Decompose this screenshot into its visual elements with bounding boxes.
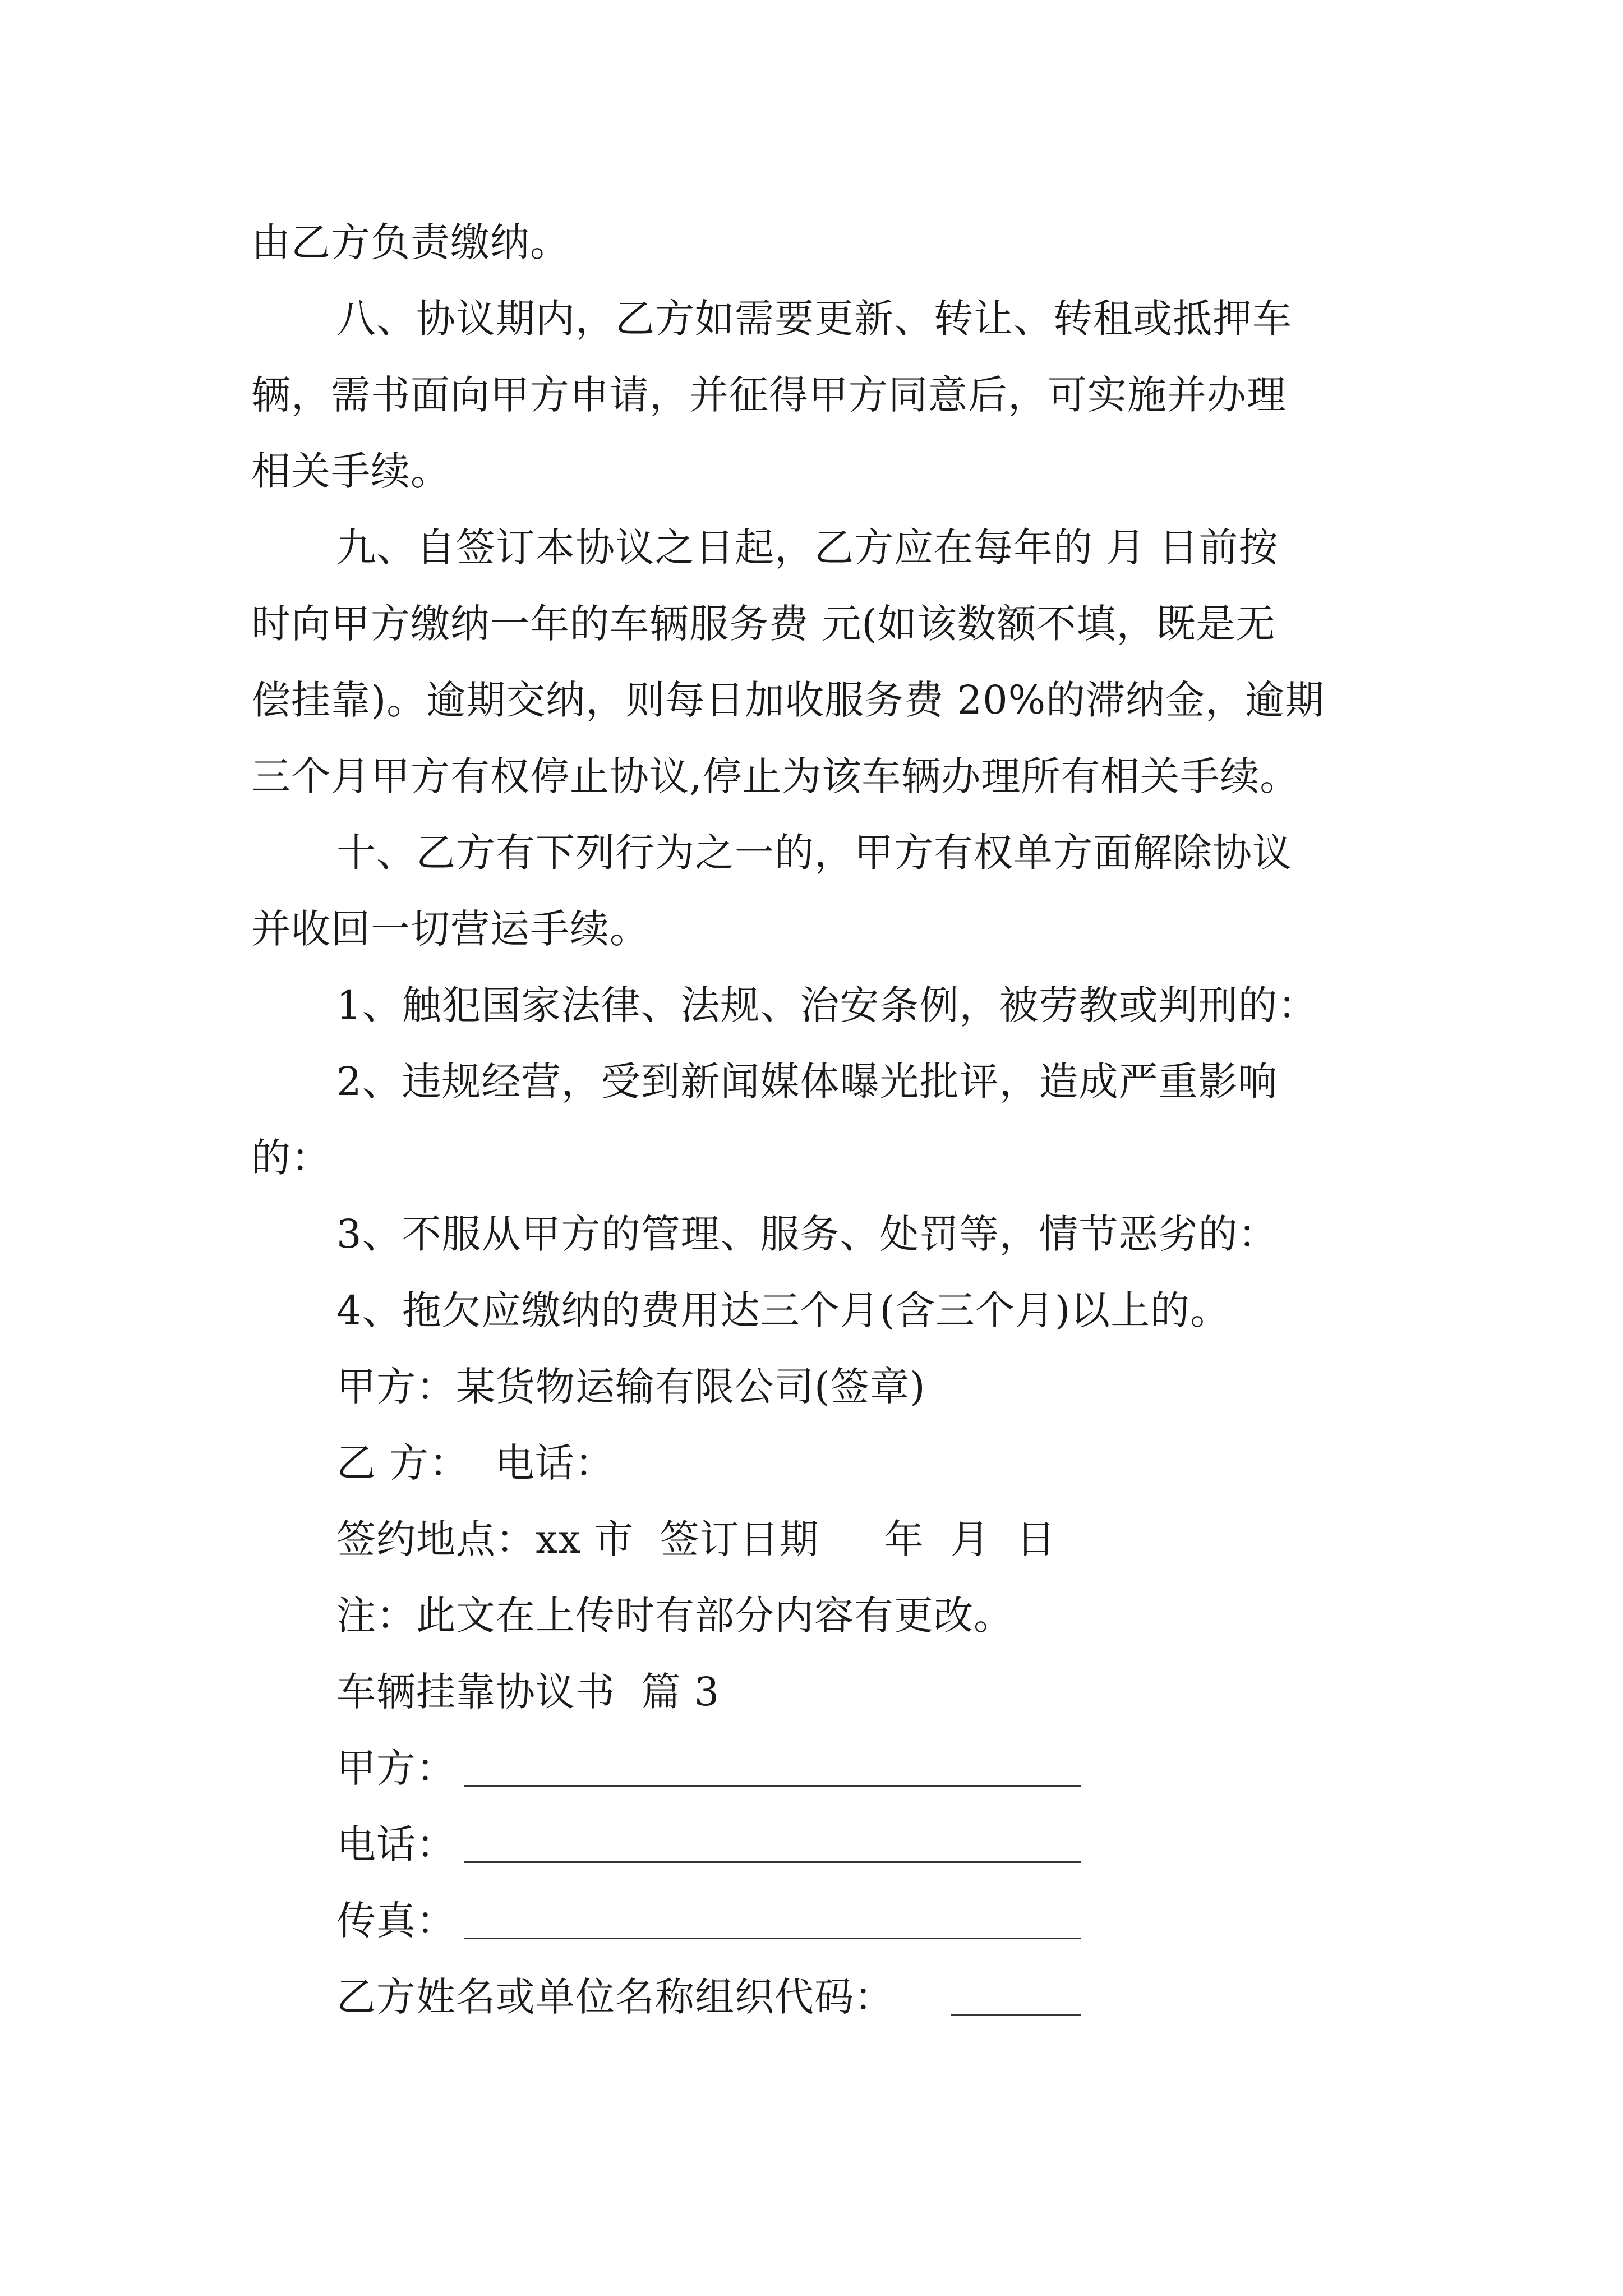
- section-heading: 车辆挂靠协议书 篇 3: [336, 1669, 720, 1715]
- text-line: 十、乙方有下列行为之一的，甲方有权单方面解除协议: [336, 830, 1292, 876]
- fax-blank: [464, 1938, 1081, 1939]
- text-line: 九、自签订本协议之日起，乙方应在每年的 月 日前按: [336, 524, 1279, 570]
- list-item: 3、不服从甲方的管理、服务、处罚等，情节恶劣的：: [336, 1211, 1278, 1257]
- phone-field-label: 电话：: [336, 1821, 456, 1867]
- party-a-field-label: 甲方：: [336, 1745, 456, 1791]
- text-line: 并收回一切营运手续。: [251, 906, 649, 952]
- text-line: 辆，需书面向甲方申请，并征得甲方同意后，可实施并办理: [251, 372, 1287, 418]
- fax-field-label: 传真：: [336, 1898, 456, 1944]
- list-item: 4、拖欠应缴纳的费用达三个月(含三个月)以上的。: [336, 1287, 1230, 1333]
- party-b-phone-line: 乙 方： 电话：: [336, 1440, 615, 1486]
- party-b-name-code-blank: [951, 2014, 1081, 2016]
- party-b-name-code-label: 乙方姓名或单位名称组织代码：: [336, 1974, 894, 2020]
- text-line: 时向甲方缴纳一年的车辆服务费 元(如该数额不填，既是无: [251, 601, 1276, 647]
- text-line: 相关手续。: [251, 448, 450, 494]
- signing-place-date-line: 签约地点：xx 市 签订日期 年 月 日: [336, 1516, 1056, 1562]
- phone-blank: [464, 1861, 1081, 1863]
- party-a-signature-line: 甲方：某货物运输有限公司(签章): [336, 1364, 926, 1410]
- text-line: 八、协议期内，乙方如需要更新、转让、转租或抵押车: [336, 296, 1292, 342]
- text-line: 的：: [251, 1135, 331, 1181]
- text-line: 偿挂靠)。逾期交纳，则每日加收服务费 20%的滞纳金，逾期: [251, 677, 1325, 723]
- note-line: 注：此文在上传时有部分内容有更改。: [336, 1593, 1013, 1639]
- list-item: 2、违规经营，受到新闻媒体曝光批评，造成严重影响: [336, 1059, 1278, 1105]
- party-a-blank: [464, 1785, 1081, 1787]
- text-line: 三个月甲方有权停止协议,停止为该车辆办理所有相关手续。: [251, 753, 1300, 799]
- text-line: 由乙方负责缴纳。: [251, 219, 570, 265]
- list-item: 1、触犯国家法律、法规、治安条例，被劳教或判刑的：: [336, 982, 1318, 1028]
